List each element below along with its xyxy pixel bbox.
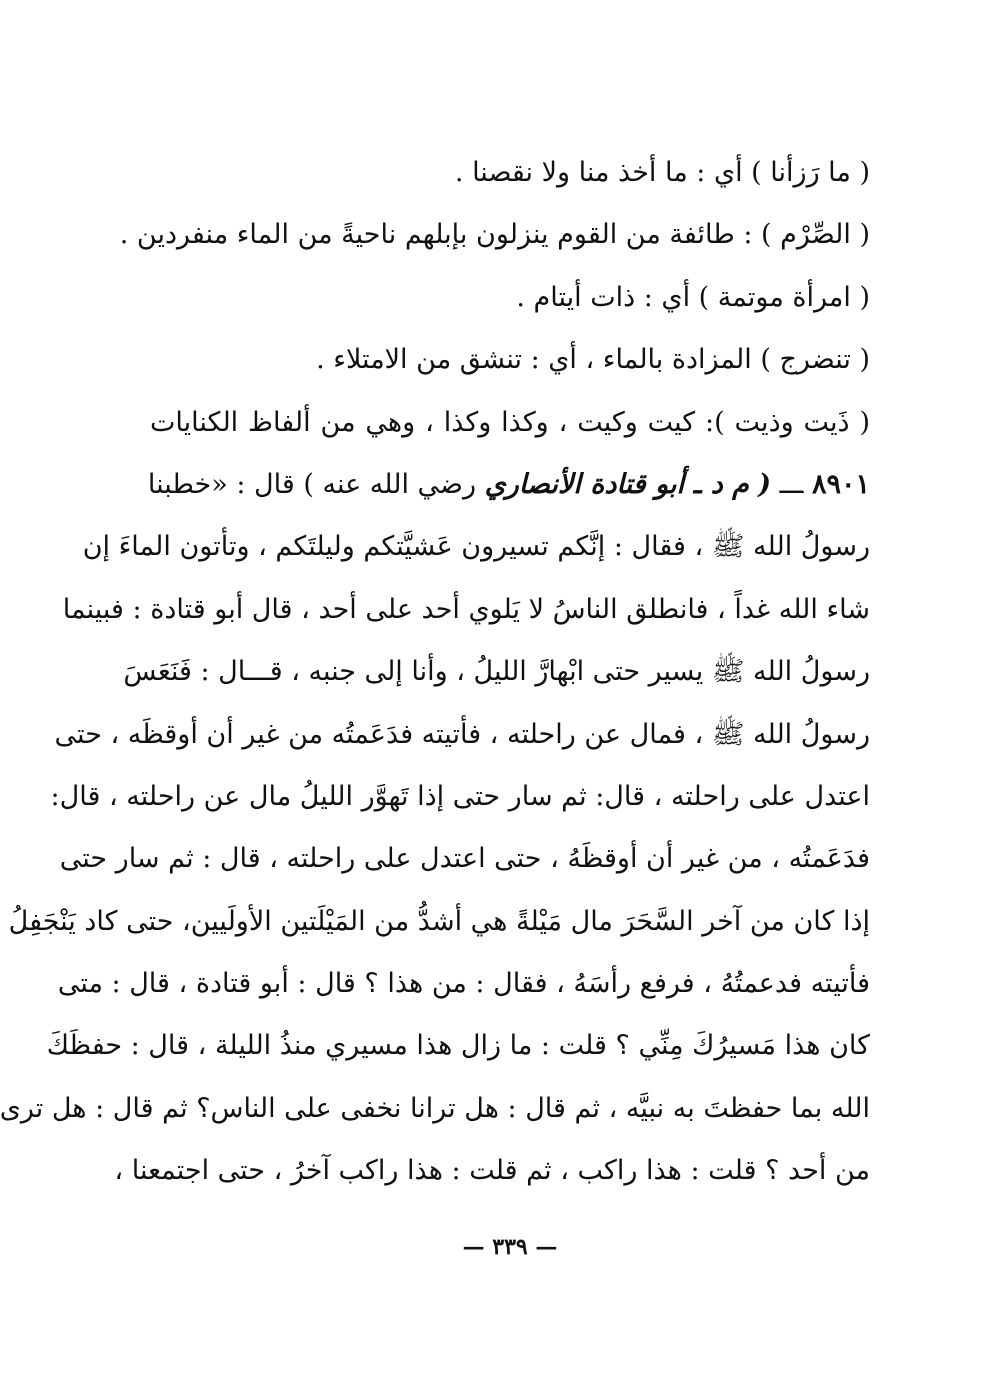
- page-number: — ٣٣٩ —: [462, 1234, 558, 1260]
- glossary-line: ( تنضرج ) المزادة بالماء ، أي : تنشق من الامتلاء .: [316, 344, 870, 376]
- hadith-text-line: الله بما حفظتَ به نبيَّه ، ثم قال : هل ترانا نخفى على الناس؟ ثم قال : هل ترى: [0, 1092, 870, 1124]
- hadith-text-line: شاء الله غداً ، فانطلق الناسُ لا يَلوي أحد على أحد ، قال أبو قتادة : فبينما: [62, 593, 870, 625]
- hadith-text-line: فدَعَمتُه ، من غير أن أوقظَهُ ، حتى اعتدل على راحلته ، قال : ثم سار حتى: [59, 843, 870, 875]
- hadith-text-line: رسولُ الله ﷺ ، فقال : إنَّكم تسيرون عَشيَّتكم وليلتَكم ، وتأتون الماءَ إن: [82, 531, 870, 563]
- hadith-source: ( م د ـ أبو قتادة الأنصاري: [484, 468, 772, 500]
- hadith-text-line: إذا كان من آخر السَّحَرَ مال مَيْلةً هي أشدُّ من المَيْلَتين الأولَيين، حتى كاد يَنْجَفِلُ: [8, 905, 870, 937]
- hadith-intro: رضي الله عنه ) قال : «خطبنا: [147, 468, 476, 500]
- hadith-text-line: رسولُ الله ﷺ ، فمال عن راحلته ، فأتيته فدَعَمتُه من غير أن أوقظَه ، حتى: [54, 718, 870, 750]
- hadith-dash: ـــ: [779, 468, 804, 500]
- page-text: [0, 142, 870, 1203]
- glossary-line: ( ذَيت وذيت ): كيت وكيت ، وكذا وكذا ، وهي من ألفاظ الكنايات: [150, 406, 870, 438]
- hadith-text-line: كان هذا مَسيرُكَ مِنِّي ؟ قلت : ما زال هذا مسيري منذُ الليلة ، قال : حفظَكَ: [46, 1030, 870, 1062]
- hadith-text-line: اعتدل على راحلته ، قال: ثم سار حتى إذا تَهوَّر الليلُ مال عن راحلته ، قال:: [50, 780, 870, 812]
- glossary-line: ( امرأة موتمة ) أي : ذات أيتام .: [516, 281, 870, 313]
- glossary-line: ( ما رَزأنا ) أي : ما أخذ منا ولا نقصنا .: [454, 157, 870, 188]
- hadith-text-line: رسولُ الله ﷺ يسير حتى ابْهارَّ الليلُ ، وأنا إلى جنبه ، قـــال : فَنَعَسَ: [123, 656, 870, 688]
- hadith-text-line: من أحد ؟ قلت : هذا راكب ، ثم قلت : هذا راكب آخرُ ، حتى اجتمعنا ،: [114, 1155, 870, 1187]
- hadith-text-line: فأتيته فدعمتُهُ ، فرفع رأسَهُ ، فقال : من هذا ؟ قال : أبو قتادة ، قال : متى: [57, 968, 870, 1000]
- glossary-line: ( الصِّرْم ) : طائفة من القوم ينزلون بإبلهم ناحيةً من الماء منفردين .: [119, 219, 870, 251]
- hadith-number: ٨٩٠١: [811, 468, 870, 500]
- hadith-heading-line: [147, 454, 870, 516]
